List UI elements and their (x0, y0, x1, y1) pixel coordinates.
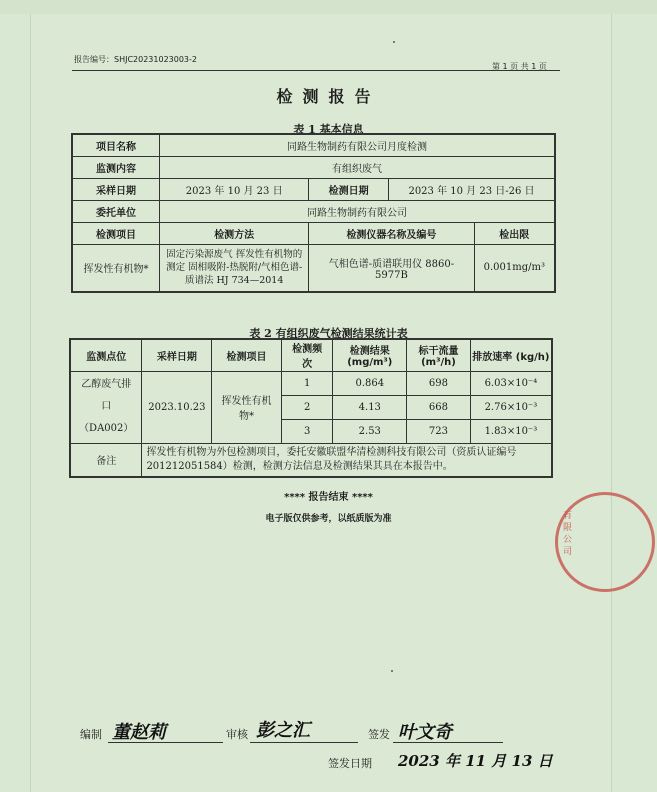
result-1: 0.864 (333, 371, 407, 395)
stamp-text: 有限公司 (561, 510, 571, 558)
cell-date: 2023.10.23 (142, 371, 212, 443)
editor-line (108, 742, 223, 743)
freq-1: 1 (281, 371, 333, 395)
header-rule (72, 70, 560, 71)
speck (391, 670, 393, 672)
project-value: 同路生物制药有限公司月度检测 (160, 134, 555, 156)
h-result: 检测结果 (mg/m³) (333, 339, 407, 371)
table2-caption: 表 2 有组织废气检测结果统计表 (249, 327, 408, 340)
test-date-label: 检测日期 (309, 178, 389, 200)
content-value: 有组织废气 (160, 156, 555, 178)
table1-caption: 表 1 基本信息 (293, 123, 364, 136)
row-item: 挥发性有机物* (72, 244, 160, 292)
editor-label: 编制 (80, 728, 102, 741)
h-point: 监测点位 (70, 339, 142, 371)
remark-label: 备注 (70, 443, 142, 477)
h-item: 检测项目 (212, 339, 281, 371)
page-info: 第 1 页 共 1 页 (492, 62, 547, 71)
issuer-line (393, 742, 503, 743)
sample-date-value: 2023 年 10 月 23 日 (160, 178, 309, 200)
editor-signature: 董赵莉 (112, 722, 166, 743)
issue-date-label: 签发日期 (328, 757, 372, 770)
row-instrument: 气相色谱-质谱联用仪 8860-5977B (309, 244, 474, 292)
flow-2: 668 (407, 395, 471, 419)
results-table (69, 338, 553, 478)
flow-1: 698 (407, 371, 471, 395)
issuer-signature: 叶文奇 (398, 722, 452, 743)
rate-1: 6.03×10⁻⁴ (470, 371, 552, 395)
freq-3: 3 (281, 419, 333, 443)
flow-3: 723 (407, 419, 471, 443)
issue-date-value: 2023 年 11 月 13 日 (398, 752, 553, 770)
rate-3: 1.83×10⁻³ (470, 419, 552, 443)
report-title: 检测报告 (276, 87, 381, 106)
h-date: 采样日期 (142, 339, 212, 371)
h-freq: 检测频次 (281, 339, 333, 371)
reviewer-line (250, 742, 358, 743)
reviewer-signature: 彭之汇 (256, 720, 310, 741)
cell-point: 乙醇废气排口（DA002） (70, 371, 142, 443)
test-date-value: 2023 年 10 月 23 日-26 日 (388, 178, 555, 200)
h-flow: 标干流量 (m³/h) (407, 339, 471, 371)
project-label: 项目名称 (72, 134, 160, 156)
freq-2: 2 (281, 395, 333, 419)
issuer-label: 签发 (368, 728, 390, 741)
header-limit: 检出限 (474, 222, 555, 244)
result-2: 4.13 (333, 395, 407, 419)
sample-date-label: 采样日期 (72, 178, 160, 200)
basic-info-table (71, 133, 556, 293)
client-label: 委托单位 (72, 200, 160, 222)
row-method: 固定污染源废气 挥发性有机物的测定 固相吸附-热脱附/气相色谱-质谱法 HJ 734—2014 (160, 244, 309, 292)
speck (393, 41, 395, 43)
content-label: 监测内容 (72, 156, 160, 178)
rate-2: 2.76×10⁻³ (470, 395, 552, 419)
header-item: 检测项目 (72, 222, 160, 244)
result-3: 2.53 (333, 419, 407, 443)
header-instrument: 检测仪器名称及编号 (309, 222, 474, 244)
header-method: 检测方法 (160, 222, 309, 244)
row-limit: 0.001mg/m³ (474, 244, 555, 292)
h-rate: 排放速率 (kg/h) (470, 339, 552, 371)
reviewer-label: 审核 (226, 728, 248, 741)
paper-note: 电子版仅供参考，以纸质版为准 (265, 514, 392, 524)
report-end: **** 报告结束 **** (284, 492, 373, 503)
remark-text: 挥发性有机物为外包检测项目，委托安徽联盟华清检测科技有限公司（资质认证编号 201212051584）检测，检测方法信息及检测结果其具在本报告中。 (142, 443, 552, 477)
client-value: 同路生物制药有限公司 (160, 200, 555, 222)
report-number: 报告编号：SHJC20231023003-2 (74, 55, 198, 64)
top-band (0, 0, 657, 14)
cell-item: 挥发性有机物* (212, 371, 281, 443)
